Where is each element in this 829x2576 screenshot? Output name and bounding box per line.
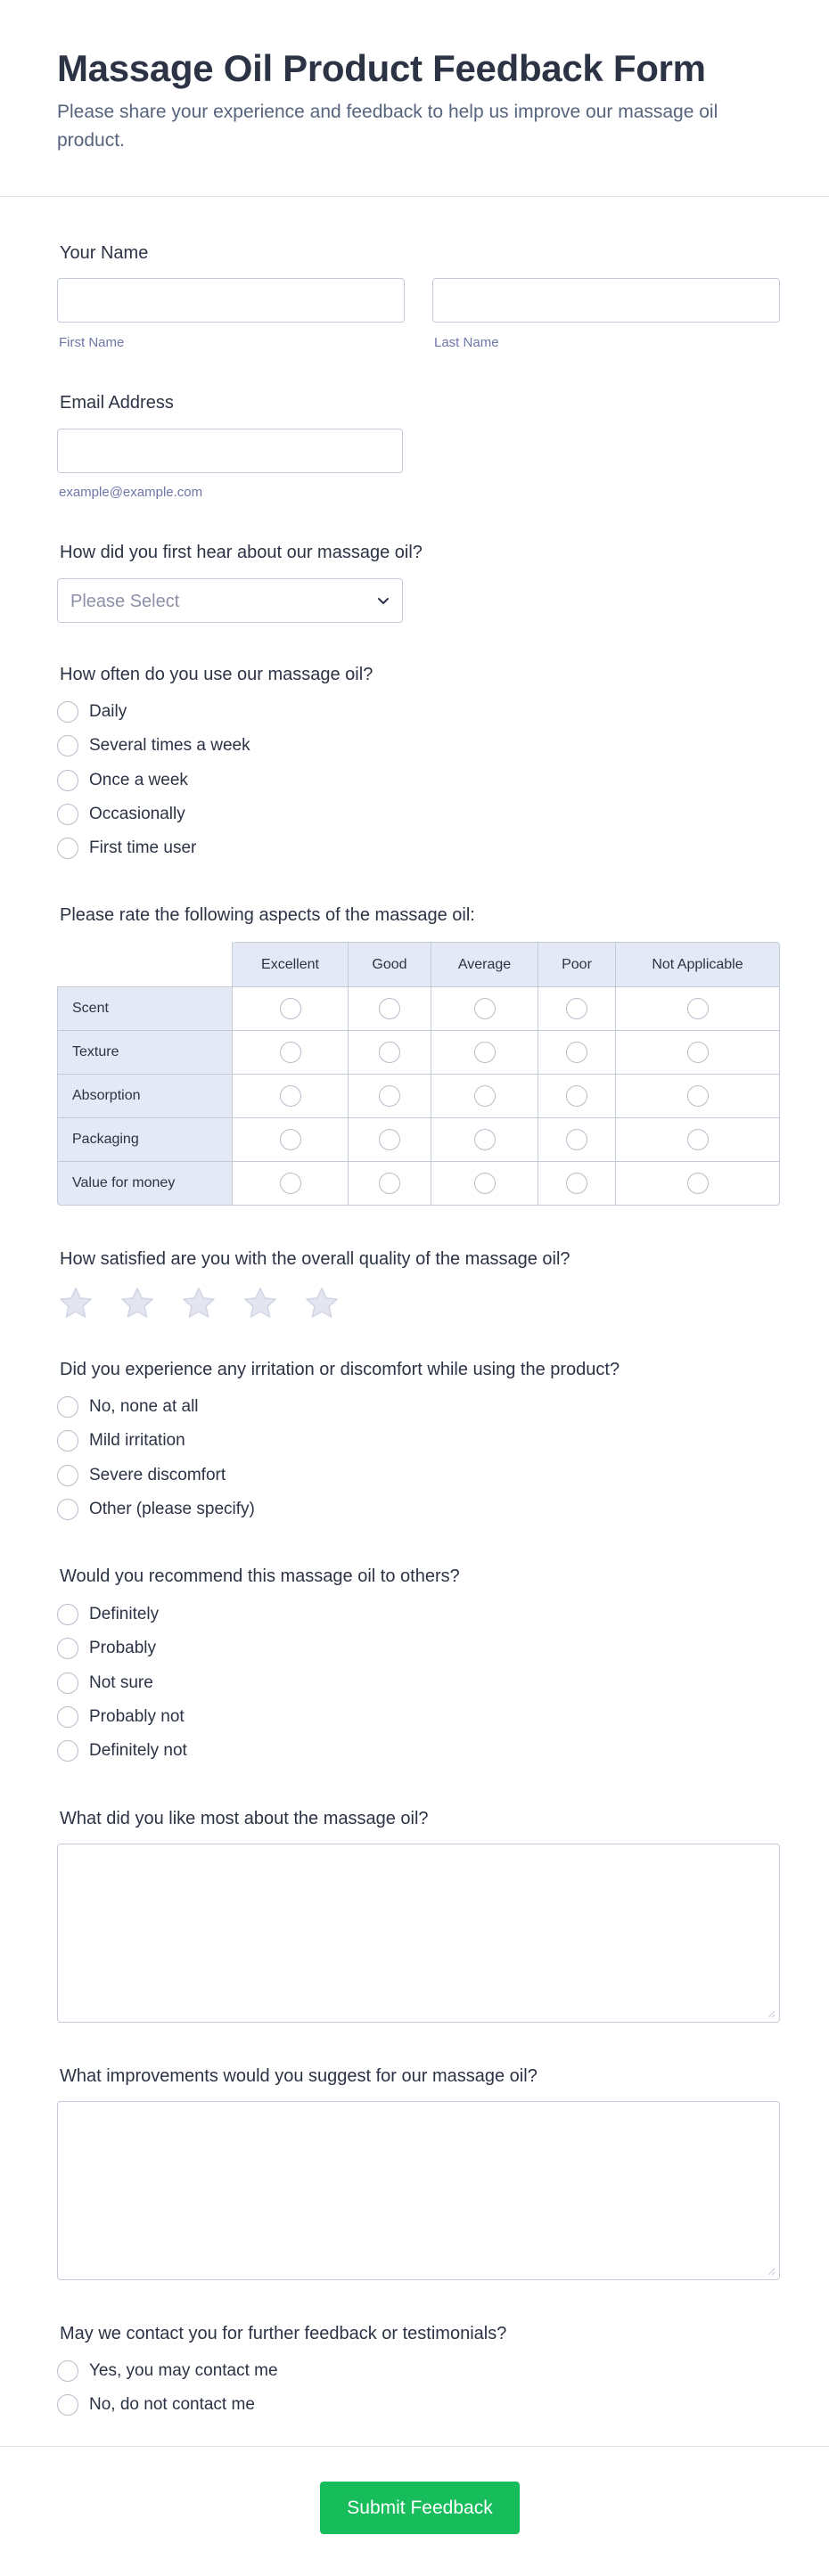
hear-label: How did you first hear about our massage oil? bbox=[60, 543, 423, 562]
star-icon[interactable] bbox=[57, 1285, 94, 1322]
radio-button[interactable] bbox=[57, 2360, 78, 2382]
email-input[interactable] bbox=[57, 429, 403, 473]
radio-button[interactable] bbox=[474, 1085, 496, 1107]
radio-button[interactable] bbox=[474, 998, 496, 1019]
rating-matrix bbox=[57, 942, 780, 1206]
matrix-cell[interactable] bbox=[233, 987, 349, 1031]
matrix-header-row bbox=[57, 942, 780, 987]
form-header bbox=[0, 0, 829, 197]
irritation-option[interactable] bbox=[57, 1427, 185, 1454]
matrix-cell[interactable] bbox=[349, 1118, 431, 1162]
matrix-cell[interactable] bbox=[349, 1031, 431, 1075]
radio-button[interactable] bbox=[57, 1740, 78, 1762]
matrix-cell[interactable] bbox=[349, 987, 431, 1031]
radio-button[interactable] bbox=[687, 1085, 709, 1107]
radio-button[interactable] bbox=[57, 1638, 78, 1659]
satisfaction-question bbox=[57, 1247, 781, 1272]
frequency-option[interactable] bbox=[57, 699, 127, 725]
star-icon[interactable] bbox=[180, 1285, 218, 1322]
matrix-cell[interactable] bbox=[233, 1118, 349, 1162]
radio-button[interactable] bbox=[566, 1129, 587, 1150]
improve-textarea[interactable] bbox=[57, 2101, 780, 2280]
radio-button[interactable] bbox=[474, 1042, 496, 1063]
frequency-label: How often do you use our massage oil? bbox=[60, 665, 373, 684]
radio-button[interactable] bbox=[566, 1173, 587, 1194]
rating-question bbox=[57, 903, 781, 928]
frequency-option-label: Once a week bbox=[89, 771, 188, 789]
matrix-row-label: Scent bbox=[57, 987, 233, 1031]
radio-button[interactable] bbox=[57, 1430, 78, 1452]
radio-button[interactable] bbox=[57, 1499, 78, 1520]
resize-grip-icon[interactable] bbox=[767, 2267, 776, 2276]
recommend-option[interactable] bbox=[57, 1738, 187, 1764]
matrix-row-label: Texture bbox=[57, 1031, 233, 1075]
recommend-label: Would you recommend this massage oil to others? bbox=[60, 1566, 460, 1586]
matrix-cell[interactable] bbox=[616, 1162, 780, 1206]
star-icon[interactable] bbox=[242, 1285, 279, 1322]
radio-button[interactable] bbox=[566, 1085, 587, 1107]
frequency-option[interactable] bbox=[57, 732, 250, 759]
contact-question bbox=[57, 2321, 781, 2346]
radio-button[interactable] bbox=[379, 1042, 400, 1063]
radio-button[interactable] bbox=[687, 1173, 709, 1194]
form-footer bbox=[0, 2446, 829, 2576]
hear-select[interactable] bbox=[57, 578, 403, 623]
matrix-column-header: Not Applicable bbox=[616, 942, 780, 987]
irritation-label: Did you experience any irritation or discomfort while using the product? bbox=[60, 1360, 620, 1379]
radio-button[interactable] bbox=[57, 735, 78, 756]
first-name-input[interactable] bbox=[57, 278, 405, 323]
matrix-cell[interactable] bbox=[538, 1075, 616, 1118]
liked-textarea[interactable] bbox=[57, 1844, 780, 2023]
radio-button[interactable] bbox=[57, 1706, 78, 1728]
radio-button[interactable] bbox=[57, 701, 78, 723]
contact-option-label: No, do not contact me bbox=[89, 2395, 255, 2414]
form-subtitle: Please share your experience and feedback to help us improve our massage oil product. bbox=[57, 102, 718, 151]
radio-button[interactable] bbox=[57, 770, 78, 791]
frequency-option-label: Occasionally bbox=[89, 805, 185, 823]
radio-button[interactable] bbox=[280, 998, 301, 1019]
radio-button[interactable] bbox=[687, 1129, 709, 1150]
matrix-cell[interactable] bbox=[538, 1162, 616, 1206]
matrix-cell[interactable] bbox=[233, 1075, 349, 1118]
submit-button[interactable]: Submit Feedback bbox=[320, 2482, 520, 2534]
liked-question bbox=[57, 1806, 781, 1831]
frequency-option-label: Daily bbox=[89, 702, 127, 721]
matrix-cell[interactable] bbox=[616, 1075, 780, 1118]
contact-label: May we contact you for further feedback or testimonials? bbox=[60, 2324, 507, 2343]
hear-select-placeholder: Please Select bbox=[70, 592, 180, 611]
recommend-option-label: Definitely not bbox=[89, 1741, 187, 1760]
hear-question bbox=[57, 540, 781, 565]
matrix-cell[interactable] bbox=[538, 1118, 616, 1162]
matrix-cell[interactable] bbox=[431, 1118, 538, 1162]
chevron-down-icon bbox=[375, 593, 391, 609]
radio-button[interactable] bbox=[57, 2394, 78, 2416]
first-name-sublabel: First Name bbox=[59, 335, 125, 350]
radio-button[interactable] bbox=[57, 1396, 78, 1418]
matrix-cell[interactable] bbox=[431, 1162, 538, 1206]
recommend-option[interactable] bbox=[57, 1601, 159, 1628]
recommend-option[interactable] bbox=[57, 1635, 156, 1662]
recommend-option-label: Probably not bbox=[89, 1707, 185, 1726]
radio-button[interactable] bbox=[687, 1042, 709, 1063]
recommend-option[interactable] bbox=[57, 1670, 153, 1697]
radio-button[interactable] bbox=[379, 1085, 400, 1107]
radio-button[interactable] bbox=[57, 1465, 78, 1486]
matrix-cell[interactable] bbox=[233, 1031, 349, 1075]
contact-option[interactable] bbox=[57, 2358, 278, 2384]
matrix-row bbox=[57, 1162, 780, 1206]
frequency-option[interactable] bbox=[57, 835, 196, 862]
email-sublabel: example@example.com bbox=[59, 485, 203, 500]
matrix-cell[interactable] bbox=[349, 1162, 431, 1206]
star-rating bbox=[57, 1285, 365, 1322]
matrix-cell[interactable] bbox=[431, 987, 538, 1031]
radio-button[interactable] bbox=[474, 1173, 496, 1194]
matrix-row bbox=[57, 1118, 780, 1162]
matrix-row bbox=[57, 1031, 780, 1075]
matrix-cell[interactable] bbox=[431, 1031, 538, 1075]
name-question bbox=[57, 241, 781, 266]
resize-grip-icon[interactable] bbox=[767, 2009, 776, 2018]
improve-label: What improvements would you suggest for our massage oil? bbox=[60, 2066, 538, 2086]
matrix-corner bbox=[57, 942, 233, 987]
radio-button[interactable] bbox=[566, 998, 587, 1019]
recommend-option-label: Not sure bbox=[89, 1673, 153, 1692]
frequency-option-label: First time user bbox=[89, 838, 197, 857]
irritation-option-label: No, none at all bbox=[89, 1397, 199, 1416]
matrix-cell[interactable] bbox=[616, 987, 780, 1031]
contact-option-label: Yes, you may contact me bbox=[89, 2361, 278, 2380]
radio-button[interactable] bbox=[57, 1604, 78, 1625]
irritation-question bbox=[57, 1357, 781, 1382]
matrix-row-label: Value for money bbox=[57, 1162, 233, 1206]
irritation-option[interactable] bbox=[57, 1394, 199, 1420]
email-label: Email Address bbox=[60, 393, 174, 413]
matrix-row-label: Absorption bbox=[57, 1075, 233, 1118]
name-label: Your Name bbox=[60, 243, 149, 263]
radio-button[interactable] bbox=[379, 998, 400, 1019]
matrix-cell[interactable] bbox=[349, 1075, 431, 1118]
radio-button[interactable] bbox=[57, 1672, 78, 1694]
recommend-option-label: Definitely bbox=[89, 1605, 160, 1623]
star-icon[interactable] bbox=[119, 1285, 156, 1322]
irritation-option[interactable] bbox=[57, 1496, 255, 1523]
form-title: Massage Oil Product Feedback Form bbox=[57, 47, 706, 89]
matrix-cell[interactable] bbox=[233, 1162, 349, 1206]
matrix-row bbox=[57, 1075, 780, 1118]
last-name-input[interactable] bbox=[432, 278, 780, 323]
radio-button[interactable] bbox=[280, 1042, 301, 1063]
matrix-column-header: Good bbox=[349, 942, 431, 987]
radio-button[interactable] bbox=[687, 998, 709, 1019]
matrix-cell[interactable] bbox=[538, 987, 616, 1031]
frequency-question bbox=[57, 662, 781, 687]
email-question bbox=[57, 390, 781, 415]
recommend-question bbox=[57, 1564, 781, 1589]
star-icon[interactable] bbox=[303, 1285, 341, 1322]
radio-button[interactable] bbox=[379, 1129, 400, 1150]
matrix-cell[interactable] bbox=[431, 1075, 538, 1118]
radio-button[interactable] bbox=[280, 1173, 301, 1194]
liked-label: What did you like most about the massage oil? bbox=[60, 1809, 429, 1828]
matrix-column-header: Average bbox=[431, 942, 538, 987]
radio-button[interactable] bbox=[280, 1129, 301, 1150]
radio-button[interactable] bbox=[57, 838, 78, 859]
last-name-sublabel: Last Name bbox=[434, 335, 499, 350]
improve-question bbox=[57, 2064, 781, 2089]
irritation-option-label: Severe discomfort bbox=[89, 1466, 226, 1484]
matrix-column-header: Excellent bbox=[233, 942, 349, 987]
matrix-cell[interactable] bbox=[616, 1118, 780, 1162]
matrix-cell[interactable] bbox=[616, 1031, 780, 1075]
radio-button[interactable] bbox=[379, 1173, 400, 1194]
irritation-option[interactable] bbox=[57, 1462, 226, 1489]
frequency-option[interactable] bbox=[57, 767, 188, 794]
contact-option[interactable] bbox=[57, 2392, 255, 2418]
frequency-option-label: Several times a week bbox=[89, 736, 250, 755]
radio-button[interactable] bbox=[566, 1042, 587, 1063]
matrix-column-header: Poor bbox=[538, 942, 616, 987]
radio-button[interactable] bbox=[280, 1085, 301, 1107]
radio-button[interactable] bbox=[474, 1129, 496, 1150]
radio-button[interactable] bbox=[57, 804, 78, 825]
rating-label: Please rate the following aspects of the massage oil: bbox=[60, 905, 475, 925]
recommend-option-label: Probably bbox=[89, 1639, 156, 1657]
irritation-option-label: Mild irritation bbox=[89, 1431, 185, 1450]
irritation-option-label: Other (please specify) bbox=[89, 1500, 255, 1518]
recommend-option[interactable] bbox=[57, 1704, 185, 1730]
frequency-option[interactable] bbox=[57, 801, 185, 828]
matrix-row-label: Packaging bbox=[57, 1118, 233, 1162]
matrix-cell[interactable] bbox=[538, 1031, 616, 1075]
satisfaction-label: How satisfied are you with the overall quality of the massage oil? bbox=[60, 1249, 570, 1269]
matrix-row bbox=[57, 987, 780, 1031]
